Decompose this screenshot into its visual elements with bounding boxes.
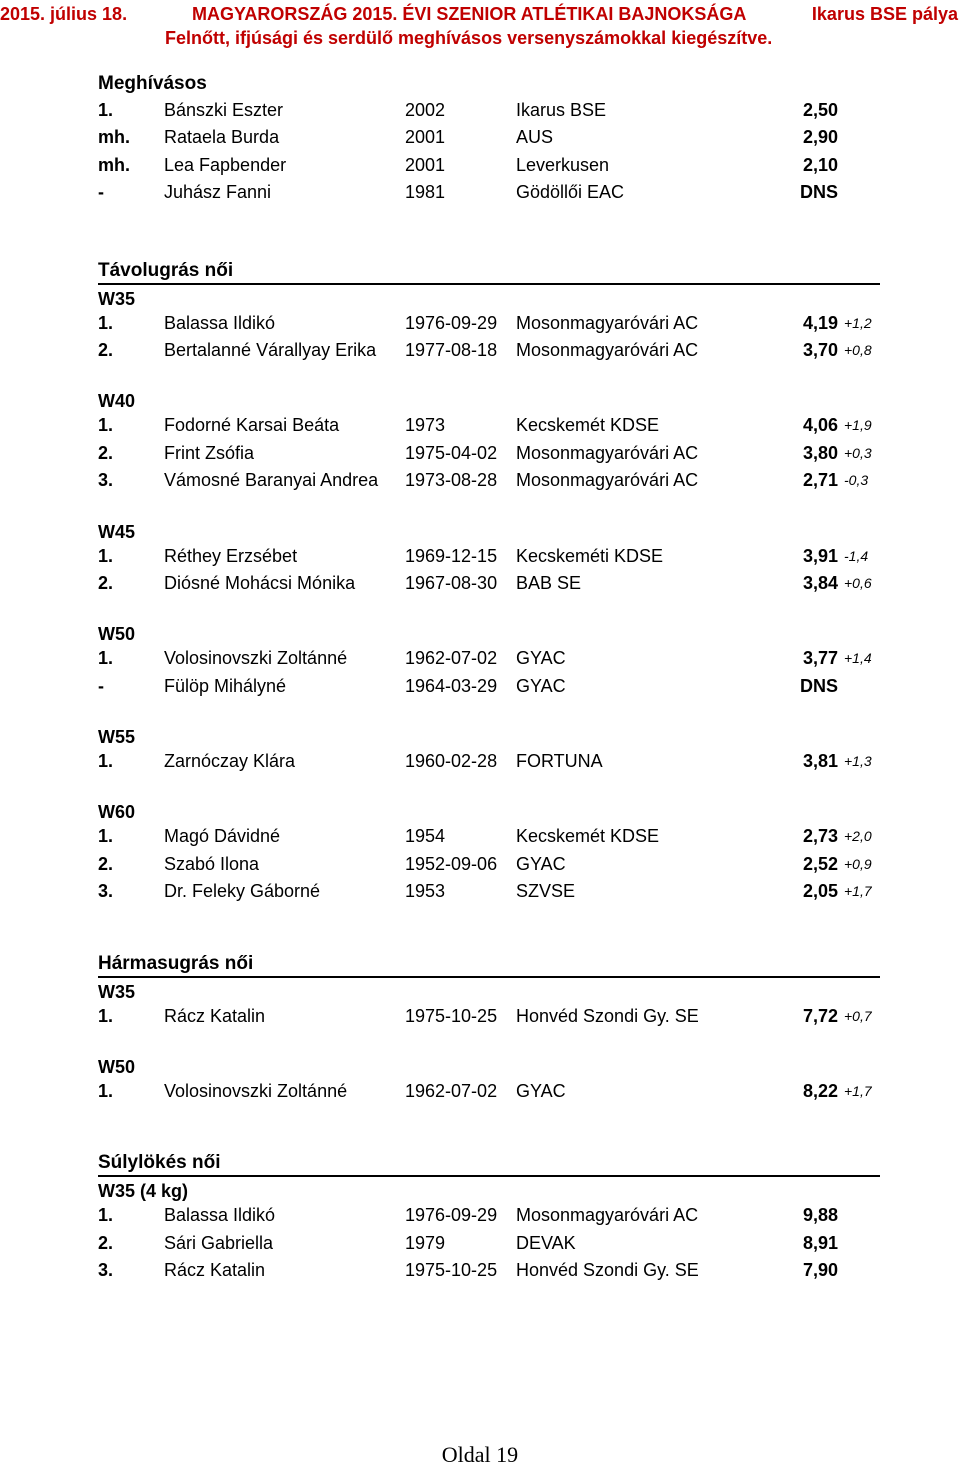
result-value: 2,10 (802, 154, 838, 175)
result-value: 9,88 (802, 1205, 838, 1226)
event-title: Távolugrás női (98, 259, 880, 285)
club-name: DEVAK (516, 1232, 576, 1253)
club-name: Leverkusen (516, 154, 610, 175)
wind-value: +0,9 (844, 855, 872, 872)
club-name: Kecskemét KDSE (516, 826, 660, 847)
age-category: W35 (98, 288, 136, 309)
club-name: BAB SE (516, 572, 582, 593)
wind-value: +0,7 (844, 1007, 872, 1024)
result-value: 3,80 (802, 442, 838, 463)
position: 1. (98, 1205, 114, 1226)
athlete-name: Rácz Katalin (164, 1260, 266, 1281)
result-value: DNS (799, 675, 838, 696)
result-value: 2,05 (802, 881, 838, 902)
result-value: 3,91 (802, 545, 838, 566)
age-category: W50 (98, 624, 136, 645)
wind-value: +1,7 (844, 1083, 872, 1100)
athlete-name: Zarnóczay Klára (164, 751, 296, 772)
wind-value: +0,3 (844, 444, 872, 461)
age-category: W35 (98, 981, 136, 1002)
result-row (98, 1230, 880, 1257)
birth-date: 1969-12-15 (405, 545, 498, 566)
wind-value: -0,3 (844, 472, 869, 489)
header-subtitle: Felnőtt, ifjúsági és serdülő meghívásos versenyszámokkal kiegészítve. (165, 28, 773, 48)
result-row (98, 645, 880, 672)
results-list (98, 97, 880, 207)
birth-date: 1953 (405, 881, 446, 902)
athlete-name: Bertalanné Várallyay Erika (164, 339, 377, 360)
club-name: Mosonmagyaróvári AC (516, 339, 699, 360)
result-row (98, 1003, 880, 1030)
club-name: GYAC (516, 675, 566, 696)
birth-date: 2001 (405, 154, 446, 175)
position: 1. (98, 826, 114, 847)
result-row (98, 440, 880, 467)
position: - (98, 675, 104, 696)
athlete-name: Dr. Feleky Gáborné (164, 881, 321, 902)
age-category: W35 (4 kg) (98, 1181, 189, 1202)
athlete-name: Fodorné Karsai Beáta (164, 415, 340, 436)
wind-value: +1,7 (844, 883, 872, 900)
header-venue: Ikarus BSE pálya (811, 4, 958, 24)
birth-date: 1973-08-28 (405, 470, 498, 491)
result-value: 3,84 (802, 572, 838, 593)
result-value: 7,72 (802, 1005, 838, 1026)
result-value: 4,06 (802, 415, 838, 436)
athlete-name: Szabó Ilona (164, 853, 260, 874)
position: 3. (98, 470, 114, 491)
position: mh. (98, 154, 131, 175)
club-name: FORTUNA (516, 751, 603, 772)
result-value: DNS (799, 182, 838, 203)
athlete-name: Diósné Mohácsi Mónika (164, 572, 356, 593)
result-value: 2,73 (802, 826, 838, 847)
result-value: 3,77 (802, 648, 838, 669)
result-row (98, 748, 880, 775)
athlete-name: Vámosné Baranyai Andrea (164, 470, 379, 491)
position: - (98, 182, 104, 203)
position: 1. (98, 648, 114, 669)
result-row (98, 1257, 880, 1284)
position: 3. (98, 881, 114, 902)
club-name: Honvéd Szondi Gy. SE (516, 1005, 699, 1026)
result-row (98, 97, 880, 124)
birth-date: 1962-07-02 (405, 1081, 498, 1102)
event-title: Hármasugrás női (98, 952, 880, 978)
birth-date: 1964-03-29 (405, 675, 498, 696)
result-value: 7,90 (802, 1260, 838, 1281)
athlete-name: Fülöp Mihályné (164, 675, 287, 696)
age-category: W50 (98, 1057, 136, 1078)
section-title: Meghívásos (98, 73, 207, 94)
birth-date: 1975-10-25 (405, 1260, 498, 1281)
position: 1. (98, 1081, 114, 1102)
result-value: 8,22 (802, 1081, 838, 1102)
age-category: W60 (98, 802, 136, 823)
club-name: Gödöllői EAC (516, 182, 625, 203)
long-jump-section (98, 259, 880, 906)
wind-value: +1,9 (844, 417, 872, 434)
result-value: 2,71 (802, 470, 838, 491)
result-value: 3,81 (802, 751, 838, 772)
position: 3. (98, 1260, 114, 1281)
result-row (98, 1078, 880, 1105)
wind-value: +0,6 (844, 574, 872, 591)
header-title: MAGYARORSZÁG 2015. ÉVI SZENIOR ATLÉTIKAI BAJNOKSÁGA (192, 4, 747, 24)
wind-value: +1,3 (844, 753, 872, 770)
club-name: Mosonmagyaróvári AC (516, 470, 699, 491)
athlete-name: Juhász Fanni (164, 182, 272, 203)
result-row (98, 337, 880, 364)
athlete-name: Rataela Burda (164, 127, 280, 148)
club-name: GYAC (516, 1081, 566, 1102)
result-row (98, 851, 880, 878)
result-row (98, 467, 880, 494)
birth-date: 1960-02-28 (405, 751, 498, 772)
results-content (98, 72, 880, 1285)
result-value: 2,90 (802, 127, 838, 148)
club-name: Ikarus BSE (516, 100, 607, 120)
birth-date: 2001 (405, 127, 446, 148)
athlete-name: Frint Zsófia (164, 442, 255, 463)
result-row (98, 543, 880, 570)
club-name: SZVSE (516, 881, 576, 902)
birth-date: 1952-09-06 (405, 853, 498, 874)
athlete-name: Volosinovszki Zoltánné (164, 648, 348, 669)
club-name: Kecskeméti KDSE (516, 545, 664, 566)
club-name: Mosonmagyaróvári AC (516, 312, 699, 333)
result-value: 8,91 (802, 1232, 838, 1253)
birth-date: 1979 (405, 1232, 446, 1253)
wind-value: +0,8 (844, 341, 872, 358)
club-name: GYAC (516, 648, 566, 669)
result-row (98, 310, 880, 337)
shot-put-section (98, 1151, 880, 1284)
athlete-name: Rácz Katalin (164, 1005, 266, 1026)
birth-date: 1976-09-29 (405, 1205, 498, 1226)
position: 1. (98, 415, 114, 436)
result-value: 2,52 (802, 853, 838, 874)
result-row (98, 1202, 880, 1229)
birth-date: 1973 (405, 415, 446, 436)
birth-date: 2002 (405, 100, 446, 120)
athlete-name: Balassa Ildikó (164, 1205, 276, 1226)
position: 1. (98, 751, 114, 772)
club-name: Kecskemét KDSE (516, 415, 660, 436)
birth-date: 1962-07-02 (405, 648, 498, 669)
result-row (98, 673, 880, 700)
page-header (0, 0, 960, 48)
position: 1. (98, 545, 114, 566)
invitational-section (98, 72, 880, 207)
birth-date: 1976-09-29 (405, 312, 498, 333)
result-row (98, 823, 880, 850)
event-title: Súlylökés női (98, 1151, 880, 1177)
wind-value: -1,4 (844, 547, 869, 564)
age-category: W55 (98, 727, 136, 748)
athlete-name: Réthey Erzsébet (164, 545, 298, 566)
club-name: Honvéd Szondi Gy. SE (516, 1260, 699, 1281)
triple-jump-section (98, 952, 880, 1106)
position: 2. (98, 572, 114, 593)
position: 1. (98, 100, 114, 120)
athlete-name: Volosinovszki Zoltánné (164, 1081, 348, 1102)
wind-value: +1,2 (844, 314, 872, 331)
birth-date: 1977-08-18 (405, 339, 498, 360)
position: mh. (98, 127, 131, 148)
birth-date: 1967-08-30 (405, 572, 498, 593)
position: 2. (98, 853, 114, 874)
position: 2. (98, 339, 114, 360)
birth-date: 1975-04-02 (405, 442, 498, 463)
club-name: AUS (516, 127, 554, 148)
club-name: Mosonmagyaróvári AC (516, 1205, 699, 1226)
result-row (98, 179, 880, 206)
result-row (98, 878, 880, 905)
age-category: W45 (98, 521, 136, 542)
page-number: Oldal 19 (441, 1442, 519, 1467)
position: 2. (98, 1232, 114, 1253)
club-name: Mosonmagyaróvári AC (516, 442, 699, 463)
result-value: 2,50 (802, 100, 838, 120)
result-row (98, 412, 880, 439)
birth-date: 1981 (405, 182, 446, 203)
result-row (98, 570, 880, 597)
wind-value: +2,0 (844, 828, 872, 845)
athlete-name: Magó Dávidné (164, 826, 281, 847)
header-date: 2015. július 18. (0, 4, 128, 24)
birth-date: 1975-10-25 (405, 1005, 498, 1026)
athlete-name: Sári Gabriella (164, 1232, 274, 1253)
birth-date: 1954 (405, 826, 446, 847)
athlete-name: Lea Fapbender (164, 154, 287, 175)
result-value: 3,70 (802, 339, 838, 360)
age-category: W40 (98, 391, 136, 412)
result-value: 4,19 (802, 312, 838, 333)
position: 2. (98, 442, 114, 463)
position: 1. (98, 312, 114, 333)
position: 1. (98, 1005, 114, 1026)
athlete-name: Bánszki Eszter (164, 100, 284, 120)
club-name: GYAC (516, 853, 566, 874)
athlete-name: Balassa Ildikó (164, 312, 276, 333)
wind-value: +1,4 (844, 650, 872, 667)
result-row (98, 152, 880, 179)
result-row (98, 124, 880, 151)
